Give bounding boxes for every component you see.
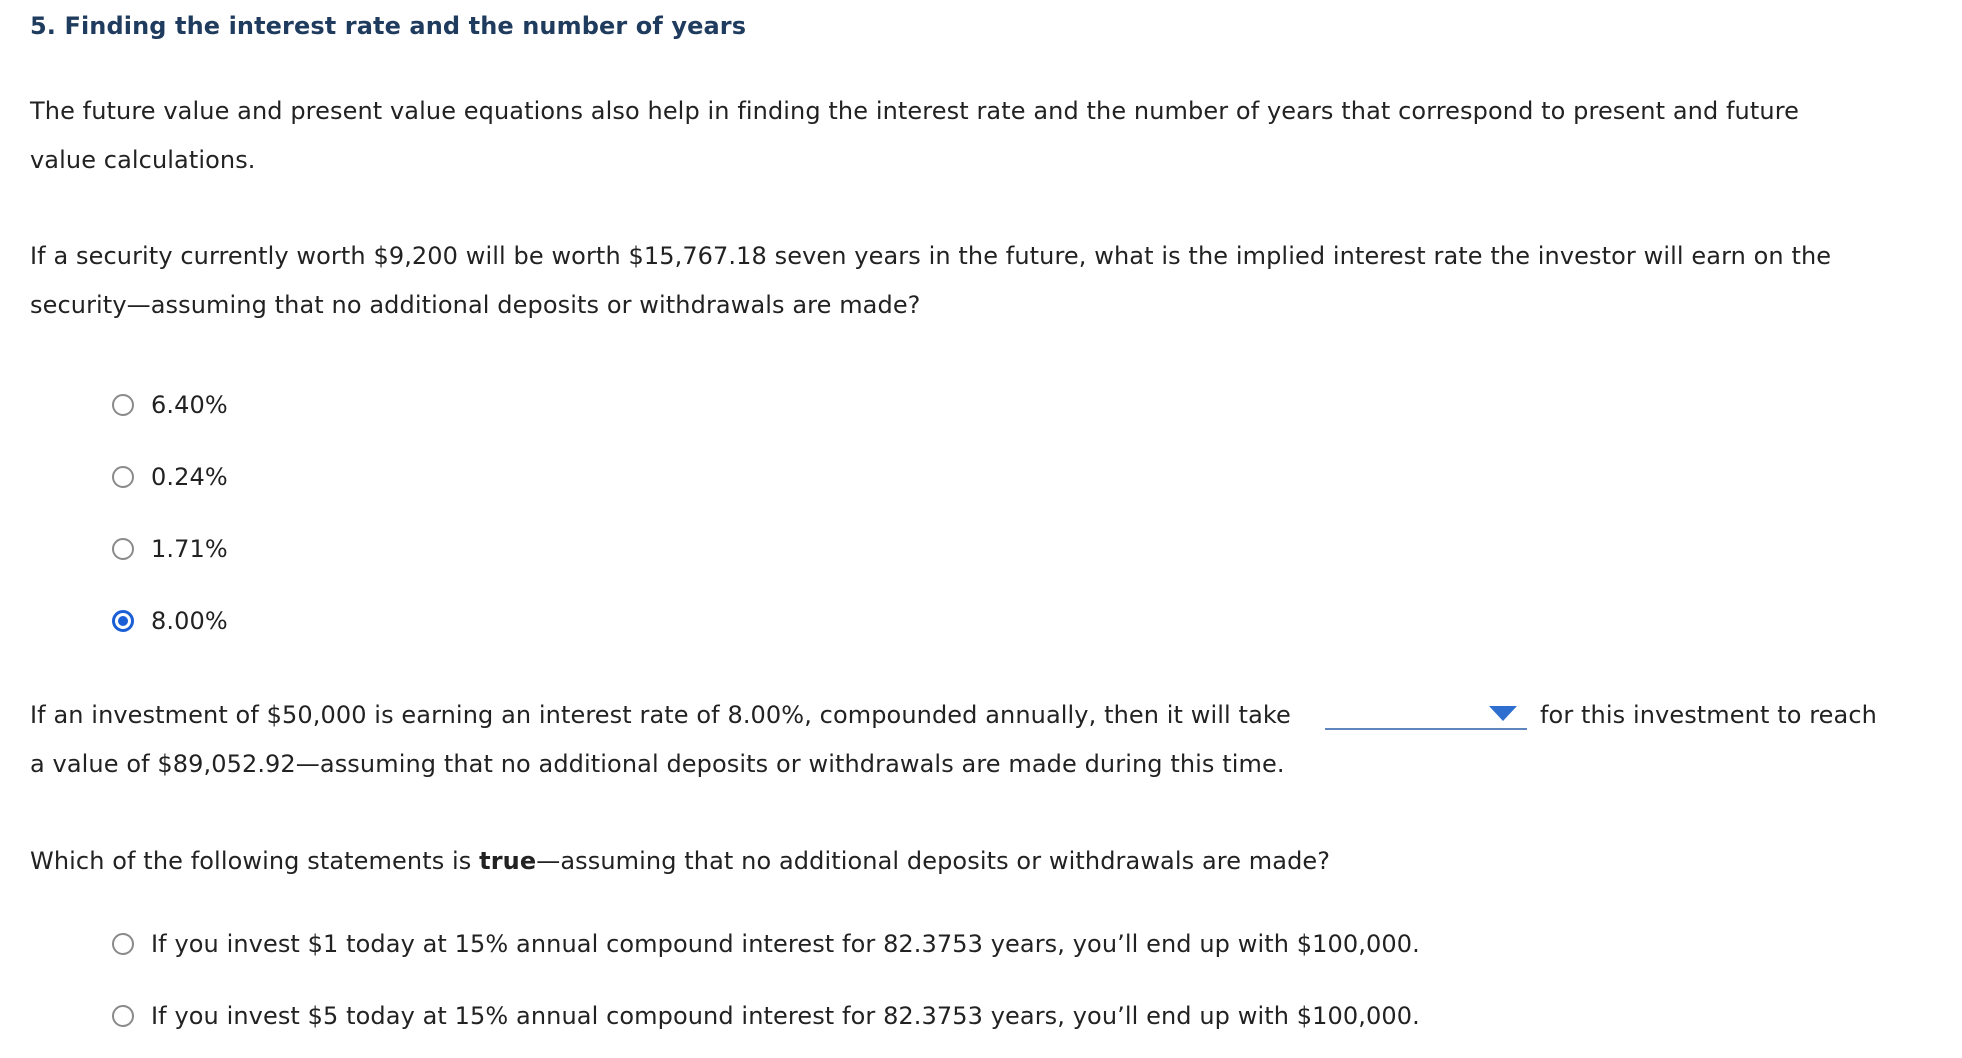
- option-8-00[interactable]: [112, 585, 228, 657]
- question-1-options: [112, 369, 228, 657]
- option-0-24[interactable]: [112, 441, 228, 513]
- radio-button[interactable]: [112, 1005, 134, 1027]
- page-title: 5. Finding the interest rate and the number of years: [30, 12, 747, 40]
- option-1-71[interactable]: [112, 513, 228, 585]
- statement-option-1[interactable]: [112, 908, 1420, 980]
- radio-button[interactable]: [112, 466, 134, 488]
- question-2-line-1-after: for this investment to reach: [1540, 701, 1877, 729]
- question-3-text: [30, 842, 1330, 880]
- option-label: 1.71%: [151, 535, 228, 563]
- radio-button[interactable]: [112, 394, 134, 416]
- years-dropdown[interactable]: [1325, 692, 1527, 730]
- option-6-40[interactable]: [112, 369, 228, 441]
- question-3-options: [112, 908, 1420, 1052]
- question-2-line-2: a value of $89,052.92—assuming that no additional deposits or withdrawals are made during this time.: [30, 750, 1285, 778]
- option-label: 6.40%: [151, 391, 228, 419]
- intro-paragraph: [30, 87, 1930, 185]
- statement-option-2[interactable]: [112, 980, 1420, 1052]
- option-label: 0.24%: [151, 463, 228, 491]
- radio-button[interactable]: [112, 933, 134, 955]
- option-label: 8.00%: [151, 607, 228, 635]
- question-1-text: [30, 232, 1930, 330]
- question-1-line-2: security—assuming that no additional deposits or withdrawals are made?: [30, 291, 921, 319]
- intro-line-1: The future value and present value equations also help in finding the interest rate and the number of years that correspond to present and future: [30, 97, 1799, 125]
- question-3-prefix: Which of the following statements is: [30, 847, 480, 875]
- option-label: If you invest $1 today at 15% annual compound interest for 82.3753 years, you’ll end up with $100,000.: [151, 930, 1420, 958]
- intro-line-2: value calculations.: [30, 146, 256, 174]
- radio-button[interactable]: [112, 538, 134, 560]
- caret-down-icon[interactable]: [1489, 706, 1517, 721]
- question-3-suffix: —assuming that no additional deposits or withdrawals are made?: [536, 847, 1331, 875]
- option-label: If you invest $5 today at 15% annual compound interest for 82.3753 years, you’ll end up with $100,000.: [151, 1002, 1420, 1030]
- question-3-emphasis: true: [479, 847, 537, 875]
- question-1-line-1: If a security currently worth $9,200 will be worth $15,767.18 seven years in the future, what is the implied interest rate the investor will earn on the: [30, 242, 1832, 270]
- question-2-line-1-before: If an investment of $50,000 is earning an interest rate of 8.00%, compounded annually, then it will take: [30, 701, 1291, 729]
- radio-button-selected[interactable]: [112, 610, 134, 632]
